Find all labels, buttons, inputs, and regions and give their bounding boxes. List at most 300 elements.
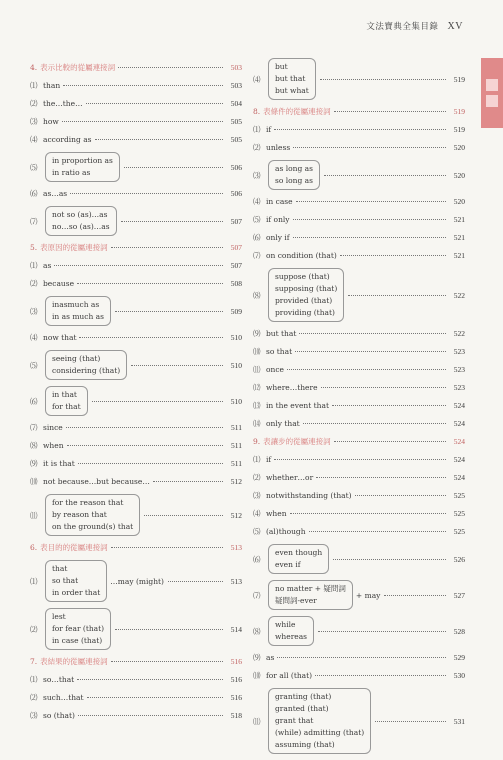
section-title: 表示比較的從屬連接詞 bbox=[40, 63, 116, 72]
page-ref: 510 bbox=[230, 360, 242, 370]
entry-number: ⑵ bbox=[30, 279, 38, 288]
leader-dots bbox=[315, 674, 446, 676]
section-heading bbox=[30, 62, 242, 74]
toc-entry bbox=[30, 332, 242, 344]
page-ref: 528 bbox=[453, 626, 465, 636]
entry-number: ⒀ bbox=[253, 401, 261, 410]
toc-entry bbox=[30, 710, 242, 722]
leader-dots bbox=[124, 166, 223, 168]
section-title: 表目的的從屬連接詞 bbox=[40, 543, 108, 552]
page-ref: 524 bbox=[453, 473, 465, 482]
page-ref: 505 bbox=[230, 135, 242, 144]
entry-number: ⑵ bbox=[253, 473, 261, 482]
side-tab-square bbox=[486, 79, 498, 91]
entry-number: ⑼ bbox=[30, 459, 38, 468]
group-line: in order that bbox=[52, 588, 101, 597]
group-line: whereas bbox=[275, 632, 308, 641]
page-ref: 512 bbox=[230, 477, 242, 486]
entry-number: ⑷ bbox=[30, 333, 38, 342]
toc-entry bbox=[253, 472, 465, 484]
brace-group bbox=[45, 350, 127, 380]
page-ref: 503 bbox=[230, 63, 242, 72]
section-number: 6. bbox=[30, 543, 38, 552]
leader-dots bbox=[293, 218, 446, 220]
page-ref: 531 bbox=[453, 716, 465, 726]
page-number: XV bbox=[447, 21, 463, 32]
page-ref: 523 bbox=[453, 383, 465, 392]
toc-entry bbox=[30, 260, 242, 272]
entry-number: ⑴ bbox=[30, 675, 38, 684]
entry-label: notwithstanding (that) bbox=[266, 491, 352, 500]
entry-number: ⑶ bbox=[253, 491, 261, 500]
entry-label: only that bbox=[266, 419, 300, 428]
entry-label: how bbox=[43, 117, 59, 126]
section-heading bbox=[30, 656, 242, 668]
brace-group bbox=[45, 560, 107, 602]
toc-column-left bbox=[30, 58, 242, 728]
brace-group bbox=[268, 616, 314, 646]
group-line: not so (as)…as bbox=[52, 210, 108, 219]
leader-dots bbox=[86, 102, 223, 104]
section-heading bbox=[30, 542, 242, 554]
page-ref: 513 bbox=[230, 576, 242, 586]
entry-number: ⑹ bbox=[253, 554, 261, 564]
entry-number: ⑴ bbox=[253, 125, 261, 134]
entry-label: so…that bbox=[43, 675, 75, 684]
entry-label: in case bbox=[266, 197, 293, 206]
entry-label: if only bbox=[266, 215, 290, 224]
brace-group bbox=[45, 608, 111, 650]
entry-number: ⑽ bbox=[30, 477, 38, 486]
page-ref: 524 bbox=[453, 437, 465, 446]
brace-group bbox=[45, 206, 117, 236]
toc-column-right bbox=[253, 58, 465, 760]
leader-dots bbox=[77, 282, 223, 284]
page-ref: 511 bbox=[231, 459, 242, 468]
page-ref: 509 bbox=[230, 306, 242, 316]
entry-label: so (that) bbox=[43, 711, 75, 720]
toc-entry bbox=[253, 328, 465, 340]
toc-entry bbox=[30, 80, 242, 92]
entry-label: on condition (that) bbox=[266, 251, 337, 260]
leader-dots bbox=[79, 336, 223, 338]
leader-dots bbox=[70, 192, 223, 194]
entry-number: ⑶ bbox=[30, 117, 38, 126]
page-ref: 511 bbox=[231, 423, 242, 432]
entry-label: if bbox=[266, 455, 272, 464]
section-heading bbox=[253, 436, 465, 448]
group-line: on the ground(s) that bbox=[52, 522, 134, 531]
entry-label: as bbox=[43, 261, 52, 270]
page-ref: 505 bbox=[230, 117, 242, 126]
entry-number: ⑷ bbox=[253, 197, 261, 206]
leader-dots bbox=[277, 656, 446, 658]
toc-entry-group bbox=[253, 544, 465, 574]
toc-entry bbox=[30, 422, 242, 434]
toc-entry-group bbox=[253, 268, 465, 322]
page-ref: 529 bbox=[453, 653, 465, 662]
leader-dots bbox=[54, 264, 223, 266]
brace-group bbox=[268, 580, 353, 610]
entry-number: ⑻ bbox=[253, 626, 261, 636]
page-ref: 520 bbox=[453, 197, 465, 206]
entry-number: ⑺ bbox=[30, 216, 38, 226]
entry-number: ⑴ bbox=[253, 455, 261, 464]
leader-dots bbox=[111, 546, 223, 548]
entry-number: ⑸ bbox=[253, 527, 261, 536]
section-title: 表讓步的從屬連接詞 bbox=[263, 437, 331, 446]
leader-dots bbox=[316, 476, 446, 478]
toc-entry bbox=[253, 196, 465, 208]
page-ref: 507 bbox=[230, 243, 242, 252]
page-ref: 530 bbox=[453, 671, 465, 680]
leader-dots bbox=[384, 594, 446, 596]
leader-dots bbox=[296, 200, 446, 202]
toc-entry bbox=[30, 278, 242, 290]
page-ref: 522 bbox=[453, 329, 465, 338]
entry-label: if bbox=[266, 125, 272, 134]
leader-dots bbox=[168, 580, 223, 582]
leader-dots bbox=[321, 386, 446, 388]
entry-number: ⑺ bbox=[253, 251, 261, 260]
entry-label: it is that bbox=[43, 459, 75, 468]
leader-dots bbox=[118, 66, 223, 68]
group-line: inasmuch as bbox=[52, 300, 100, 309]
leader-dots bbox=[115, 628, 223, 630]
entry-label: in the event that bbox=[266, 401, 329, 410]
group-line: providing (that) bbox=[275, 308, 335, 317]
toc-entry bbox=[253, 346, 465, 358]
entry-number: ⑻ bbox=[253, 290, 261, 300]
toc-entry bbox=[253, 232, 465, 244]
entry-label: since bbox=[43, 423, 63, 432]
entry-label: unless bbox=[266, 143, 291, 152]
section-heading bbox=[253, 106, 465, 118]
entry-label: whether…or bbox=[266, 473, 314, 482]
toc-entry bbox=[30, 134, 242, 146]
brace-group bbox=[45, 296, 111, 326]
page-ref: 508 bbox=[230, 279, 242, 288]
page-ref: 523 bbox=[453, 365, 465, 374]
page-ref: 524 bbox=[453, 401, 465, 410]
group-line: even if bbox=[275, 560, 301, 569]
group-line: that bbox=[52, 564, 68, 573]
group-line: but bbox=[275, 62, 288, 71]
group-line: even though bbox=[275, 548, 323, 557]
entry-number: ⑾ bbox=[253, 716, 261, 726]
entry-number: ⑵ bbox=[253, 143, 261, 152]
leader-dots bbox=[290, 512, 446, 514]
toc-entry-group bbox=[30, 560, 242, 602]
leader-dots bbox=[287, 368, 446, 370]
group-line: so that bbox=[52, 576, 79, 585]
toc-entry bbox=[253, 124, 465, 136]
entry-number: ⑶ bbox=[30, 306, 38, 316]
toc-entry bbox=[30, 440, 242, 452]
brace-group bbox=[45, 494, 140, 536]
page-ref: 521 bbox=[453, 233, 465, 242]
page-ref: 521 bbox=[453, 215, 465, 224]
entry-label: (al)though bbox=[266, 527, 306, 536]
page-ref: 504 bbox=[230, 99, 242, 108]
leader-dots bbox=[63, 84, 223, 86]
leader-dots bbox=[293, 236, 446, 238]
section-title: 表結果的從屬連接詞 bbox=[40, 657, 108, 666]
entry-number: ⑶ bbox=[253, 170, 261, 180]
toc-entry-group bbox=[253, 688, 465, 754]
page-ref: 525 bbox=[453, 527, 465, 536]
page-ref: 507 bbox=[230, 261, 242, 270]
brace-group bbox=[268, 58, 316, 100]
group-suffix: + may bbox=[355, 590, 381, 600]
toc-entry bbox=[30, 674, 242, 686]
toc-entry-group bbox=[253, 580, 465, 610]
leader-dots bbox=[111, 246, 223, 248]
group-line: in as much as bbox=[52, 312, 104, 321]
leader-dots bbox=[111, 660, 223, 662]
entry-label: such…that bbox=[43, 693, 84, 702]
toc-entry-group bbox=[30, 350, 242, 380]
toc-entry-group bbox=[30, 152, 242, 182]
group-line: supposing (that) bbox=[275, 284, 338, 293]
entry-number: ⑽ bbox=[253, 347, 261, 356]
toc-entry-group bbox=[253, 160, 465, 190]
entry-number: ⑺ bbox=[30, 423, 38, 432]
page-ref: 512 bbox=[230, 510, 242, 520]
page-ref: 516 bbox=[230, 693, 242, 702]
leader-dots bbox=[144, 514, 223, 516]
group-line: suppose (that) bbox=[275, 272, 330, 281]
entry-label: but that bbox=[266, 329, 297, 338]
leader-dots bbox=[375, 720, 446, 722]
toc-entry bbox=[253, 454, 465, 466]
brace-group bbox=[45, 386, 88, 416]
side-tab bbox=[481, 58, 503, 128]
entry-label: where…there bbox=[266, 383, 318, 392]
toc-entry bbox=[253, 490, 465, 502]
leader-dots bbox=[67, 444, 223, 446]
entry-number: ⑷ bbox=[253, 74, 261, 84]
toc-entry-group bbox=[30, 494, 242, 536]
toc-entry bbox=[253, 364, 465, 376]
group-line: in case (that) bbox=[52, 636, 103, 645]
entry-number: ⑵ bbox=[30, 99, 38, 108]
brace-group bbox=[268, 688, 371, 754]
entry-number: ⑷ bbox=[253, 509, 261, 518]
book-title: 文法寶典全集目錄 bbox=[366, 22, 439, 32]
leader-dots bbox=[62, 120, 223, 122]
section-number: 9. bbox=[253, 437, 261, 446]
toc-entry bbox=[30, 476, 242, 488]
toc-entry-group bbox=[30, 206, 242, 236]
toc-entry bbox=[253, 250, 465, 262]
entry-number: ⑸ bbox=[30, 360, 38, 370]
leader-dots bbox=[95, 138, 223, 140]
leader-dots bbox=[115, 310, 223, 312]
brace-group bbox=[268, 160, 320, 190]
leader-dots bbox=[334, 110, 446, 112]
leader-dots bbox=[309, 530, 446, 532]
entry-label: according as bbox=[43, 135, 92, 144]
entry-number: ⑹ bbox=[253, 233, 261, 242]
page-ref: 506 bbox=[230, 189, 242, 198]
group-line: in that bbox=[52, 390, 77, 399]
page-ref: 524 bbox=[453, 455, 465, 464]
page-ref: 511 bbox=[231, 441, 242, 450]
leader-dots bbox=[348, 294, 446, 296]
page-ref: 503 bbox=[230, 81, 242, 90]
leader-dots bbox=[77, 678, 223, 680]
page-ref: 519 bbox=[453, 74, 465, 84]
section-title: 表條件的從屬連接詞 bbox=[263, 107, 331, 116]
leader-dots bbox=[332, 404, 446, 406]
entry-number: ⑵ bbox=[30, 624, 38, 634]
side-tab-square bbox=[486, 95, 498, 107]
toc-entry bbox=[30, 116, 242, 128]
leader-dots bbox=[318, 630, 446, 632]
toc-entry-group bbox=[253, 616, 465, 646]
toc-entry bbox=[253, 652, 465, 664]
entry-label: as…as bbox=[43, 189, 68, 198]
group-line: considering (that) bbox=[52, 366, 121, 375]
toc-entry bbox=[253, 400, 465, 412]
entry-number: ⑾ bbox=[253, 365, 261, 374]
group-line: no…so (as)…as bbox=[52, 222, 110, 231]
page-ref: 525 bbox=[453, 509, 465, 518]
group-line: for fear (that) bbox=[52, 624, 105, 633]
section-title: 表原因的從屬連接詞 bbox=[40, 243, 108, 252]
leader-dots bbox=[78, 462, 223, 464]
page-ref: 520 bbox=[453, 143, 465, 152]
leader-dots bbox=[299, 332, 446, 334]
entry-number: ⑴ bbox=[30, 81, 38, 90]
entry-number: ⑷ bbox=[30, 135, 38, 144]
group-line: grant that bbox=[275, 716, 314, 725]
entry-label: once bbox=[266, 365, 284, 374]
entry-number: ⑴ bbox=[30, 261, 38, 270]
page-ref: 510 bbox=[230, 333, 242, 342]
entry-number: ⑾ bbox=[30, 510, 38, 520]
entry-label: when bbox=[43, 441, 64, 450]
page-ref: 519 bbox=[453, 125, 465, 134]
group-line: (while) admitting (that) bbox=[275, 728, 365, 737]
page-ref: 506 bbox=[230, 162, 242, 172]
entry-label: the…the… bbox=[43, 99, 83, 108]
brace-group bbox=[268, 268, 344, 322]
toc-entry-group bbox=[253, 58, 465, 100]
group-line: so long as bbox=[275, 176, 313, 185]
entry-number: ⑶ bbox=[30, 711, 38, 720]
group-line: lest bbox=[52, 612, 66, 621]
group-line: as long as bbox=[275, 164, 313, 173]
leader-dots bbox=[87, 696, 223, 698]
leader-dots bbox=[153, 480, 223, 482]
group-line: granting (that) bbox=[275, 692, 332, 701]
page-header bbox=[366, 20, 463, 32]
toc-entry bbox=[253, 508, 465, 520]
group-line: 疑問詞-ever bbox=[275, 596, 317, 605]
page-ref: 527 bbox=[453, 590, 465, 600]
group-line: seeing (that) bbox=[52, 354, 101, 363]
group-suffix: …may (might) bbox=[110, 576, 164, 586]
entry-number: ⑻ bbox=[30, 441, 38, 450]
toc-entry-group bbox=[30, 296, 242, 326]
page-ref: 522 bbox=[453, 290, 465, 300]
entry-label: not because…but because… bbox=[43, 477, 150, 486]
entry-label: when bbox=[266, 509, 287, 518]
leader-dots bbox=[295, 350, 446, 352]
toc-entry bbox=[253, 670, 465, 682]
toc-entry bbox=[253, 214, 465, 226]
group-line: by reason that bbox=[52, 510, 107, 519]
page-ref: 526 bbox=[453, 554, 465, 564]
entry-number: ⑹ bbox=[30, 396, 38, 406]
entry-label: only if bbox=[266, 233, 290, 242]
page-ref: 523 bbox=[453, 347, 465, 356]
leader-dots bbox=[92, 400, 223, 402]
section-heading bbox=[30, 242, 242, 254]
toc-entry bbox=[253, 418, 465, 430]
leader-dots bbox=[324, 174, 446, 176]
group-line: assuming (that) bbox=[275, 740, 335, 749]
entry-number: ⑴ bbox=[30, 576, 38, 586]
group-line: provided (that) bbox=[275, 296, 333, 305]
toc-entry-group bbox=[30, 608, 242, 650]
page-ref: 510 bbox=[230, 396, 242, 406]
toc-entry bbox=[253, 526, 465, 538]
section-number: 7. bbox=[30, 657, 38, 666]
entry-number: ⑺ bbox=[253, 590, 261, 600]
leader-dots bbox=[121, 220, 223, 222]
section-number: 8. bbox=[253, 107, 261, 116]
toc-entry bbox=[30, 98, 242, 110]
entry-label: now that bbox=[43, 333, 77, 342]
group-line: for that bbox=[52, 402, 81, 411]
entry-number: ⑹ bbox=[30, 189, 38, 198]
entry-number: ⑵ bbox=[30, 693, 38, 702]
leader-dots bbox=[78, 714, 223, 716]
group-line: but what bbox=[275, 86, 309, 95]
toc-entry bbox=[253, 382, 465, 394]
leader-dots bbox=[355, 494, 446, 496]
entry-number: ⑸ bbox=[253, 215, 261, 224]
leader-dots bbox=[340, 254, 446, 256]
page-ref: 519 bbox=[453, 107, 465, 116]
group-line: in proportion as bbox=[52, 156, 113, 165]
brace-group bbox=[45, 152, 120, 182]
page-ref: 520 bbox=[453, 170, 465, 180]
entry-number: ⒁ bbox=[253, 419, 261, 428]
page-ref: 516 bbox=[230, 657, 242, 666]
group-line: in ratio as bbox=[52, 168, 91, 177]
leader-dots bbox=[334, 440, 446, 442]
leader-dots bbox=[333, 558, 446, 560]
entry-number: ⑽ bbox=[253, 671, 261, 680]
entry-number: ⑼ bbox=[253, 653, 261, 662]
group-line: granted (that) bbox=[275, 704, 329, 713]
toc-entry-group bbox=[30, 386, 242, 416]
brace-group bbox=[268, 544, 329, 574]
group-line: but that bbox=[275, 74, 306, 83]
leader-dots bbox=[293, 146, 446, 148]
page-ref: 524 bbox=[453, 419, 465, 428]
entry-label: as bbox=[266, 653, 275, 662]
entry-number: ⑿ bbox=[253, 383, 261, 392]
toc-entry bbox=[30, 188, 242, 200]
page-ref: 514 bbox=[230, 624, 242, 634]
leader-dots bbox=[320, 78, 446, 80]
group-line: no matter + 疑問詞 bbox=[275, 584, 346, 593]
